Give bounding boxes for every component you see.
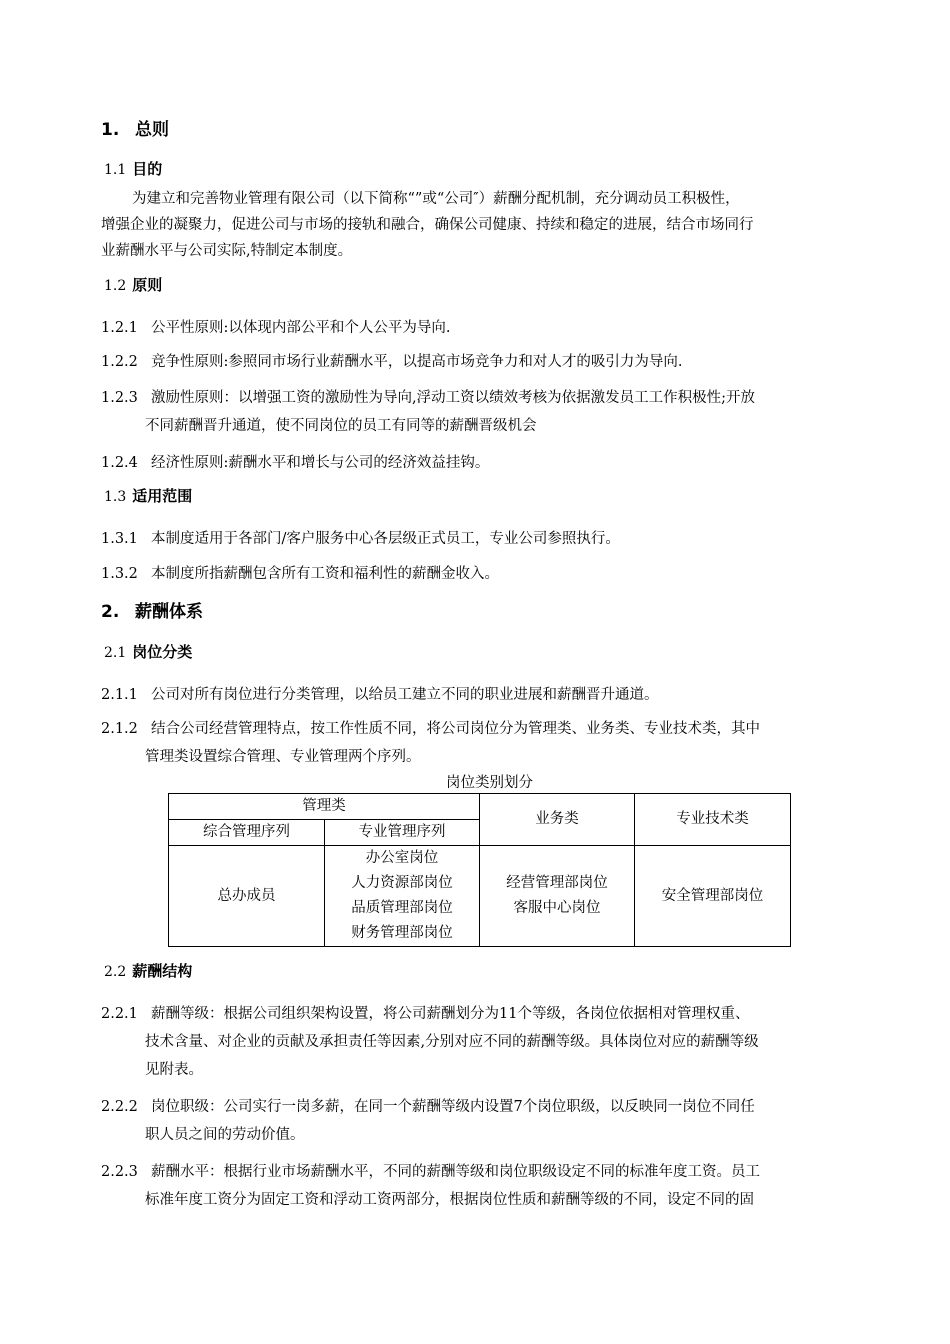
- item-number: 1.2.1: [101, 320, 138, 336]
- list-item: [101, 683, 659, 704]
- subsection-heading-1-3: [104, 485, 192, 506]
- table-cell-general: 总办成员: [169, 846, 325, 947]
- section-title: 薪酬体系: [135, 602, 203, 622]
- list-item: [101, 386, 755, 407]
- subsection-number: 1.2: [104, 278, 127, 294]
- item-text: 薪酬等级：根据公司组织架构设置，将公司薪酬划分为11个等级，各岗位依据相对管理权重、: [151, 1006, 750, 1022]
- item-number: 1.3.1: [101, 531, 138, 547]
- item-number: 2.1.1: [101, 687, 138, 703]
- item-text: 竞争性原则:参照同市场行业薪酬水平，以提高市场竞争力和对人才的吸引力为导向.: [151, 354, 683, 370]
- paragraph-line: 增强企业的凝聚力，促进公司与市场的接轨和融合，确保公司健康、持续和稳定的进展，结合市场同行: [101, 217, 754, 233]
- list-item: [101, 316, 451, 337]
- list-item: [101, 527, 620, 548]
- subsection-title: 薪酬结构: [132, 962, 193, 980]
- list-item-continuation: 见附表。: [145, 1062, 203, 1078]
- list-item: [101, 1095, 755, 1116]
- list-item: [101, 1002, 749, 1023]
- item-text: 薪酬水平：根据行业市场薪酬水平，不同的薪酬等级和岗位职级设定不同的标准年度工资。员工: [151, 1164, 760, 1180]
- item-text: 结合公司经营管理特点，按工作性质不同，将公司岗位分为管理类、业务类、专业技术类，其中: [151, 721, 760, 737]
- item-number: 2.2.3: [101, 1164, 138, 1180]
- list-item-continuation: 标准年度工资分为固定工资和浮动工资两部分，根据岗位性质和薪酬等级的不同，设定不同的固: [145, 1192, 754, 1208]
- subsection-heading-2-1: [104, 641, 192, 662]
- list-item-continuation: 管理类设置综合管理、专业管理两个序列。: [145, 749, 421, 765]
- table-header-management: 管理类: [169, 794, 480, 820]
- item-text: 经济性原则:薪酬水平和增长与公司的经济效益挂钩。: [151, 455, 490, 471]
- table-caption: 岗位类别划分: [446, 775, 533, 791]
- item-number: 2.2.2: [101, 1099, 138, 1115]
- table-cell-line: 品质管理部岗位: [351, 900, 453, 916]
- table-cell-line: 办公室岗位: [365, 850, 439, 866]
- item-number: 2.2.1: [101, 1006, 138, 1022]
- table-cell-line: 经营管理部岗位: [506, 875, 608, 891]
- item-text: 公司对所有岗位进行分类管理，以给员工建立不同的职业进展和薪酬晋升通道。: [151, 687, 659, 703]
- section-title: 总则: [135, 120, 169, 140]
- item-number: 1.2.4: [101, 455, 138, 471]
- table-cell-line: 人力资源部岗位: [351, 875, 453, 891]
- item-text: 激励性原则：以增强工资的激励性为导向,浮动工资以绩效考核为依据激发员工工作积极性;开放: [151, 390, 755, 406]
- subsection-title: 岗位分类: [132, 643, 193, 661]
- subsection-number: 2.2: [104, 964, 127, 980]
- subsection-number: 2.1: [104, 645, 127, 661]
- table-cell-line: 客服中心岗位: [513, 900, 601, 916]
- section-heading-1: [101, 115, 169, 140]
- table-cell-technical: [635, 846, 791, 947]
- table-subheader-professional: 专业管理序列: [325, 820, 480, 846]
- subsection-title: 原则: [132, 276, 163, 294]
- list-item-continuation: 职人员之间的劳动价值。: [145, 1127, 305, 1143]
- list-item-continuation: 技术含量、对企业的贡献及承担责任等因素,分别对应不同的薪酬等级。具体岗位对应的薪酬等级: [145, 1034, 759, 1050]
- item-text: 岗位职级：公司实行一岗多薪，在同一个薪酬等级内设置7个岗位职级，以反映同一岗位不同任: [151, 1099, 755, 1115]
- paragraph-line: 为建立和完善物业管理有限公司（以下简称“”或“公司″）薪酬分配机制，充分调动员工积极性，: [132, 191, 740, 207]
- table-cell-line: 财务管理部岗位: [351, 925, 453, 941]
- table-subheader-general: 综合管理序列: [169, 820, 325, 846]
- item-number: 1.2.2: [101, 354, 138, 370]
- item-number: 2.1.2: [101, 721, 138, 737]
- section-number: 1.: [101, 120, 120, 140]
- position-category-table: [168, 793, 791, 947]
- list-item: [101, 1160, 760, 1181]
- table-cell-business: [480, 846, 635, 947]
- purpose-paragraph: [101, 186, 754, 264]
- subsection-number: 1.3: [104, 489, 127, 505]
- item-number: 1.2.3: [101, 390, 138, 406]
- list-item-continuation: 不同薪酬晋升通道，使不同岗位的员工有同等的薪酬晋级机会: [145, 418, 537, 434]
- table-header-technical: 专业技术类: [635, 794, 791, 846]
- subsection-heading-1-1: [104, 158, 162, 179]
- subsection-number: 1.1: [104, 162, 127, 178]
- paragraph-line: 业薪酬水平与公司实际,特制定本制度。: [101, 243, 353, 259]
- list-item: [101, 717, 760, 738]
- table-header-business: 业务类: [480, 794, 635, 846]
- subsection-title: 适用范围: [132, 487, 193, 505]
- subsection-title: 目的: [132, 160, 163, 178]
- section-number: 2.: [101, 602, 120, 622]
- list-item: [101, 562, 499, 583]
- section-heading-2: [101, 597, 203, 622]
- table-cell-line: 安全管理部岗位: [661, 887, 764, 904]
- item-text: 本制度所指薪酬包含所有工资和福利性的薪酬金收入。: [151, 566, 499, 582]
- item-text: 本制度适用于各部门/客户服务中心各层级正式员工，专业公司参照执行。: [151, 531, 620, 547]
- list-item: [101, 350, 683, 371]
- item-number: 1.3.2: [101, 566, 138, 582]
- table-cell-professional: [325, 846, 480, 947]
- subsection-heading-1-2: [104, 274, 162, 295]
- subsection-heading-2-2: [104, 960, 192, 981]
- list-item: [101, 451, 489, 472]
- item-text: 公平性原则:以体现内部公平和个人公平为导向.: [151, 320, 451, 336]
